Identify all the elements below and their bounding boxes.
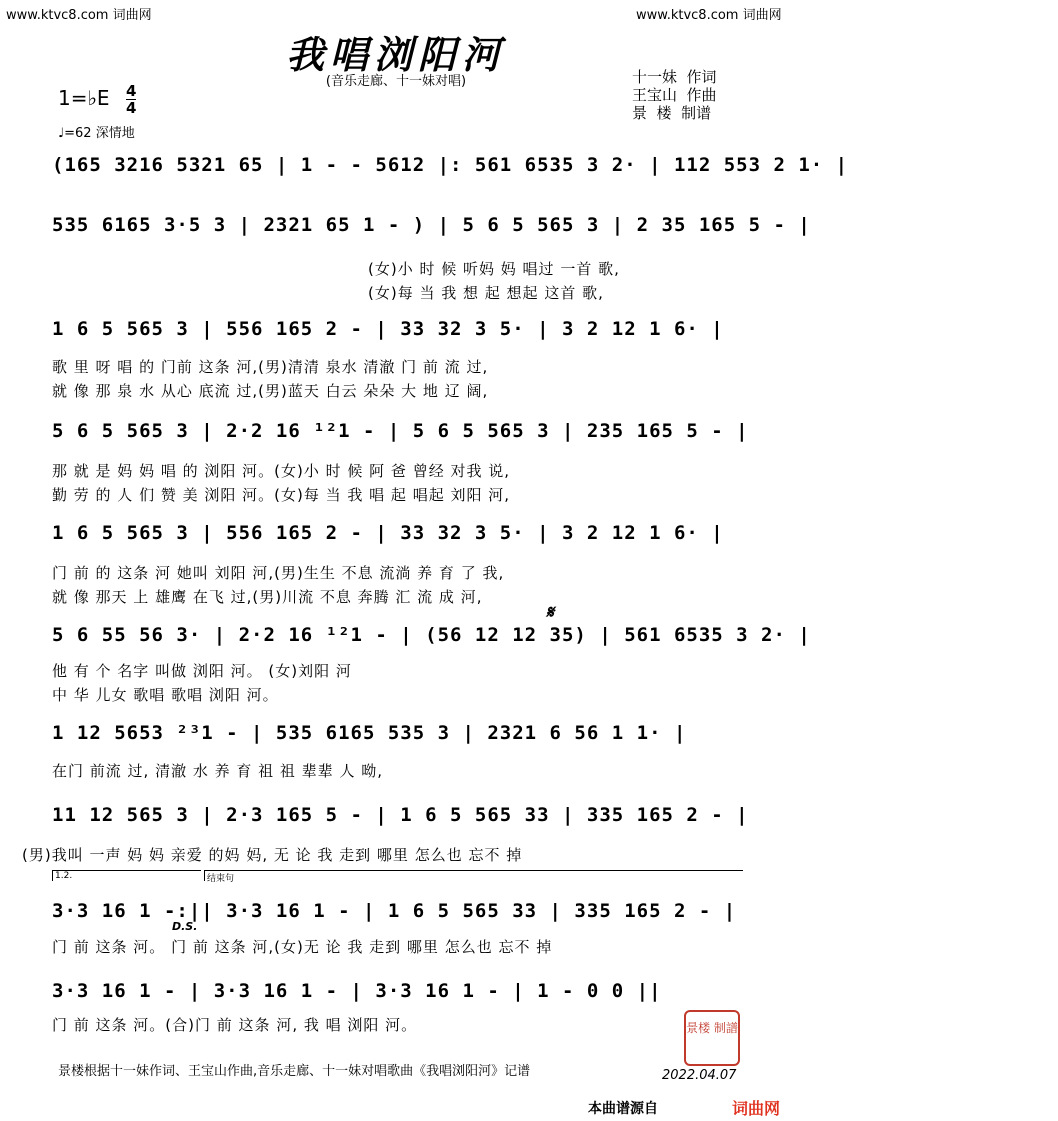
lyric-verse-1: (男)我叫 一声 妈 妈 亲爱 的妈 妈, 无 论 我 走到 哪里 怎么也 忘不 掉	[22, 846, 523, 864]
lyric-verse-1: 那 就 是 妈 妈 唱 的 浏阳 河。(女)小 时 候 阿 爸 曾经 对我 说,	[52, 462, 510, 480]
volta-bracket	[52, 870, 201, 881]
lyric-verse-1: 他 有 个 名字 叫做 浏阳 河。 (女)刘阳 河	[52, 662, 352, 680]
volta-label: 1.2.	[55, 871, 73, 881]
notation-line: (165 3216 5321 65 | 1 - - 5612 |: 561 6535 3 2· | 112 553 2 1· |	[52, 154, 849, 176]
lyric-verse-1: 在门 前流 过, 清澈 水 养 育 祖 祖 辈辈 人 呦,	[52, 762, 383, 780]
lyric-verse-2: 就 像 那天 上 雄鹰 在飞 过,(男)川流 不息 奔腾 汇 流 成 河,	[52, 588, 483, 606]
notation-line: 5 6 5 565 3 | 2·2 16 ¹²1 - | 5 6 5 565 3 | 235 165 5 - |	[52, 420, 749, 442]
notation-line: 1 12 5653 ²³1 - | 535 6165 535 3 | 2321 6 56 1 1· |	[52, 722, 687, 744]
lyric-verse-1: 门 前 的 这条 河 她叫 刘阳 河,(男)生生 不息 流淌 养 育 了 我,	[52, 564, 505, 582]
credit-arranger: 景 楼 制谱	[632, 104, 712, 122]
time-top: 4	[126, 82, 137, 100]
ending-label: 结束句	[207, 874, 235, 884]
lyric-verse-2: (女)每 当 我 想 起 想起 这首 歌,	[368, 284, 604, 302]
seal-stamp	[684, 1010, 740, 1066]
lyric-verse-2: 中 华 儿女 歌唱 歌唱 浏阳 河。	[52, 686, 279, 704]
lyric-verse-1: 门 前 这条 河。 门 前 这条 河,(女)无 论 我 走到 哪里 怎么也 忘不 掉	[52, 938, 553, 956]
lyric-verse-1: (女)小 时 候 听妈 妈 唱过 一首 歌,	[368, 260, 620, 278]
ds-mark: D.S.	[172, 920, 198, 933]
notation-line: 3·3 16 1 -:|| 3·3 16 1 - | 1 6 5 565 33 | 335 165 2 - |	[52, 900, 737, 922]
watermark-left: www.ktvc8.com 词曲网	[6, 8, 152, 23]
ending-bracket	[204, 870, 743, 884]
notation-line: 535 6165 3·5 3 | 2321 65 1 - ) | 5 6 5 565 3 | 2 35 165 5 - |	[52, 214, 811, 236]
notation-line: 11 12 565 3 | 2·3 165 5 - | 1 6 5 565 33 | 335 165 2 - |	[52, 804, 749, 826]
key-signature: 1=♭E	[58, 86, 110, 110]
watermark-right: www.ktvc8.com 词曲网	[636, 8, 782, 23]
footer-note: 景楼根据十一妹作词、王宝山作曲,音乐走廊、十一妹对唱歌曲《我唱浏阳河》记谱	[58, 1064, 531, 1079]
seal-text: 景楼 制譜	[686, 1021, 738, 1035]
time-signature	[126, 84, 136, 115]
lyric-verse-1: 门 前 这条 河。(合)门 前 这条 河, 我 唱 浏阳 河。	[52, 1016, 418, 1034]
credit-composer: 王宝山 作曲	[632, 86, 717, 104]
time-bottom: 4	[126, 99, 137, 117]
site-logo[interactable]: 词曲网	[732, 1099, 781, 1118]
credits	[632, 68, 717, 122]
lyric-verse-1: 歌 里 呀 唱 的 门前 这条 河,(男)清清 泉水 清澈 门 前 流 过,	[52, 358, 489, 376]
lyric-verse-2: 就 像 那 泉 水 从心 底流 过,(男)蓝天 白云 朵朵 大 地 辽 阔,	[52, 382, 489, 400]
notation-line: 5 6 55 56 3· | 2·2 16 ¹²1 - | (56 12 12 35) | 561 6535 3 2· |	[52, 624, 811, 646]
tempo-marking: ♩=62 深情地	[58, 126, 135, 141]
source-label: 本曲谱源自	[588, 1101, 658, 1117]
notation-line: 1 6 5 565 3 | 556 165 2 - | 33 32 3 5· | 3 2 12 1 6· |	[52, 318, 724, 340]
credit-lyricist: 十一妹 作词	[632, 68, 717, 86]
date: 2022.04.07	[662, 1068, 737, 1083]
page-title: 我唱浏阳河	[285, 32, 506, 77]
notation-line: 3·3 16 1 - | 3·3 16 1 - | 3·3 16 1 - | 1 - 0 0 ||	[52, 980, 662, 1002]
lyric-verse-2: 勤 劳 的 人 们 赞 美 浏阳 河。(女)每 当 我 唱 起 唱起 刘阳 河,	[52, 486, 510, 504]
notation-line: 1 6 5 565 3 | 556 165 2 - | 33 32 3 5· | 3 2 12 1 6· |	[52, 522, 724, 544]
segno-mark: 𝄋	[546, 602, 554, 623]
subtitle: (音乐走廊、十一妹对唱)	[325, 74, 467, 89]
